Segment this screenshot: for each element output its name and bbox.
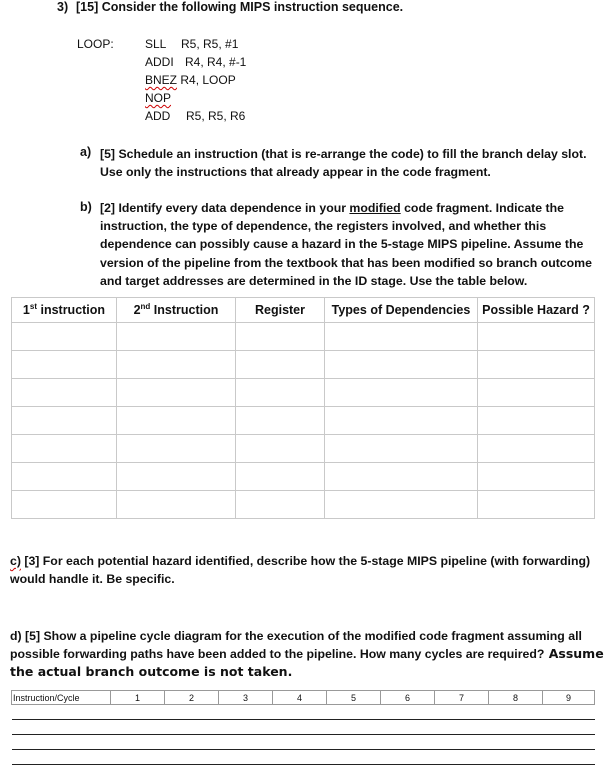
cycle-row <box>12 720 595 735</box>
table-cell[interactable] <box>325 407 478 435</box>
code-args-5: R5, R5, R6 <box>186 109 246 123</box>
table-cell[interactable] <box>325 351 478 379</box>
table-cell[interactable] <box>478 491 595 519</box>
part-d-line-3: the actual branch outcome is not taken. <box>10 664 293 680</box>
part-b-line-2: instruction, the type of dependence, the registers involved, and whether this <box>100 219 547 234</box>
col-first-instruction: 1st instruction <box>12 298 117 323</box>
part-c-letter: c) <box>10 554 21 568</box>
cycle-header-1: 1 <box>111 691 165 705</box>
cycle-row-cell[interactable] <box>12 750 595 765</box>
table-cell[interactable] <box>117 491 236 519</box>
code-op-2: ADDI <box>145 55 174 69</box>
table-cell[interactable] <box>236 323 325 351</box>
part-b-line-3: dependence can possibly cause a hazard in the 5-stage MIPS pipeline. Assume the <box>100 237 584 252</box>
table-cell[interactable] <box>325 463 478 491</box>
table-cell[interactable] <box>325 491 478 519</box>
cycle-header-3: 3 <box>219 691 273 705</box>
table-cell[interactable] <box>117 323 236 351</box>
code-line-3 <box>145 73 236 87</box>
part-d-text <box>10 627 604 682</box>
table-cell[interactable] <box>236 435 325 463</box>
cycle-row <box>12 735 595 750</box>
part-a-line-1: [5] Schedule an instruction (that is re-arrange the code) to fill the branch delay slot. <box>100 147 587 161</box>
table-cell[interactable] <box>117 379 236 407</box>
table-cell[interactable] <box>236 351 325 379</box>
table-row <box>12 463 595 491</box>
question-number: 3) <box>57 0 69 14</box>
part-d-line-1: d) [5] Show a pipeline cycle diagram for the execution of the modified code fragment assuming all <box>10 629 582 643</box>
table-cell[interactable] <box>325 435 478 463</box>
table-cell[interactable] <box>117 463 236 491</box>
part-d-line-2: possible forwarding paths have been added to the pipeline. How many cycles are required? Assume <box>10 646 604 662</box>
table-cell[interactable] <box>478 323 595 351</box>
table-cell[interactable] <box>236 379 325 407</box>
cycle-header-9: 9 <box>543 691 595 705</box>
part-b-modified: modified <box>349 201 401 215</box>
table-cell[interactable] <box>12 407 117 435</box>
dependency-table <box>11 297 595 519</box>
table-cell[interactable] <box>478 407 595 435</box>
cycle-row-cell[interactable] <box>12 705 595 720</box>
table-cell[interactable] <box>12 463 117 491</box>
table-cell[interactable] <box>12 435 117 463</box>
table-row <box>12 407 595 435</box>
table-cell[interactable] <box>12 379 117 407</box>
cycle-row-cell[interactable] <box>12 735 595 750</box>
cycle-header-5: 5 <box>327 691 381 705</box>
cycle-row <box>12 750 595 765</box>
table-cell[interactable] <box>325 323 478 351</box>
col-second-instruction: 2nd Instruction <box>117 298 236 323</box>
code-args-2: R4, R4, #-1 <box>185 55 247 69</box>
table-cell[interactable] <box>236 407 325 435</box>
table-row <box>12 435 595 463</box>
col-dependency-type: Types of Dependencies <box>325 298 478 323</box>
table-cell[interactable] <box>236 463 325 491</box>
cycle-header-row <box>12 691 595 705</box>
table-cell[interactable] <box>117 407 236 435</box>
table-cell[interactable] <box>478 435 595 463</box>
table-cell[interactable] <box>12 351 117 379</box>
cycle-header-8: 8 <box>489 691 543 705</box>
code-op-3: BNEZ <box>145 73 178 87</box>
dependency-header-row <box>12 298 595 323</box>
question-text: [15] Consider the following MIPS instruction sequence. <box>76 0 404 14</box>
cycle-table <box>11 690 595 765</box>
cycle-header-4: 4 <box>273 691 327 705</box>
col-register: Register <box>236 298 325 323</box>
table-cell[interactable] <box>117 435 236 463</box>
part-b-letter: b) <box>80 200 92 214</box>
table-cell[interactable] <box>12 491 117 519</box>
table-cell[interactable] <box>478 463 595 491</box>
cycle-row-cell[interactable] <box>12 720 595 735</box>
table-cell[interactable] <box>478 379 595 407</box>
table-cell[interactable] <box>12 323 117 351</box>
code-op-1: SLL <box>145 37 167 51</box>
part-a-line-2: Use only the instructions that already appear in the code fragment. <box>100 165 491 180</box>
part-c-text <box>10 552 590 588</box>
loop-label: LOOP: <box>77 37 114 51</box>
table-cell[interactable] <box>325 379 478 407</box>
code-args-1: R5, R5, #1 <box>181 37 239 51</box>
part-b-line-1-post: code fragment. Indicate the <box>400 201 564 215</box>
part-b-line-1-pre: [2] Identify every data dependence in your <box>100 201 350 215</box>
cycle-header-7: 7 <box>435 691 489 705</box>
table-row <box>12 491 595 519</box>
part-c-line-1: c) [3] For each potential hazard identified, describe how the 5-stage MIPS pipeline (with forwarding) <box>10 554 591 568</box>
table-cell[interactable] <box>117 351 236 379</box>
part-b-line-4: version of the pipeline from the textbook that has been modified so branch outcome <box>100 255 592 270</box>
code-op-5: ADD <box>145 109 171 123</box>
col-possible-hazard: Possible Hazard ? <box>478 298 595 323</box>
table-cell[interactable] <box>236 491 325 519</box>
cycle-header-6: 6 <box>381 691 435 705</box>
part-b-line-1 <box>100 199 592 217</box>
part-d-assume: Assume <box>544 646 604 662</box>
code-op-4: NOP <box>145 91 172 105</box>
table-row <box>12 351 595 379</box>
part-a-letter: a) <box>80 145 92 159</box>
table-row <box>12 323 595 351</box>
cycle-header-label: Instruction/Cycle <box>12 691 111 705</box>
part-b-line-5: and target addresses are determined in the ID stage. Use the table below. <box>100 273 528 288</box>
part-b-text <box>100 199 592 290</box>
part-a-text <box>100 145 587 181</box>
table-cell[interactable] <box>478 351 595 379</box>
cycle-row <box>12 705 595 720</box>
table-row <box>12 379 595 407</box>
part-c-line-2: would handle it. Be specific. <box>10 572 175 587</box>
cycle-header-2: 2 <box>165 691 219 705</box>
code-args-3: R4, LOOP <box>180 73 236 87</box>
